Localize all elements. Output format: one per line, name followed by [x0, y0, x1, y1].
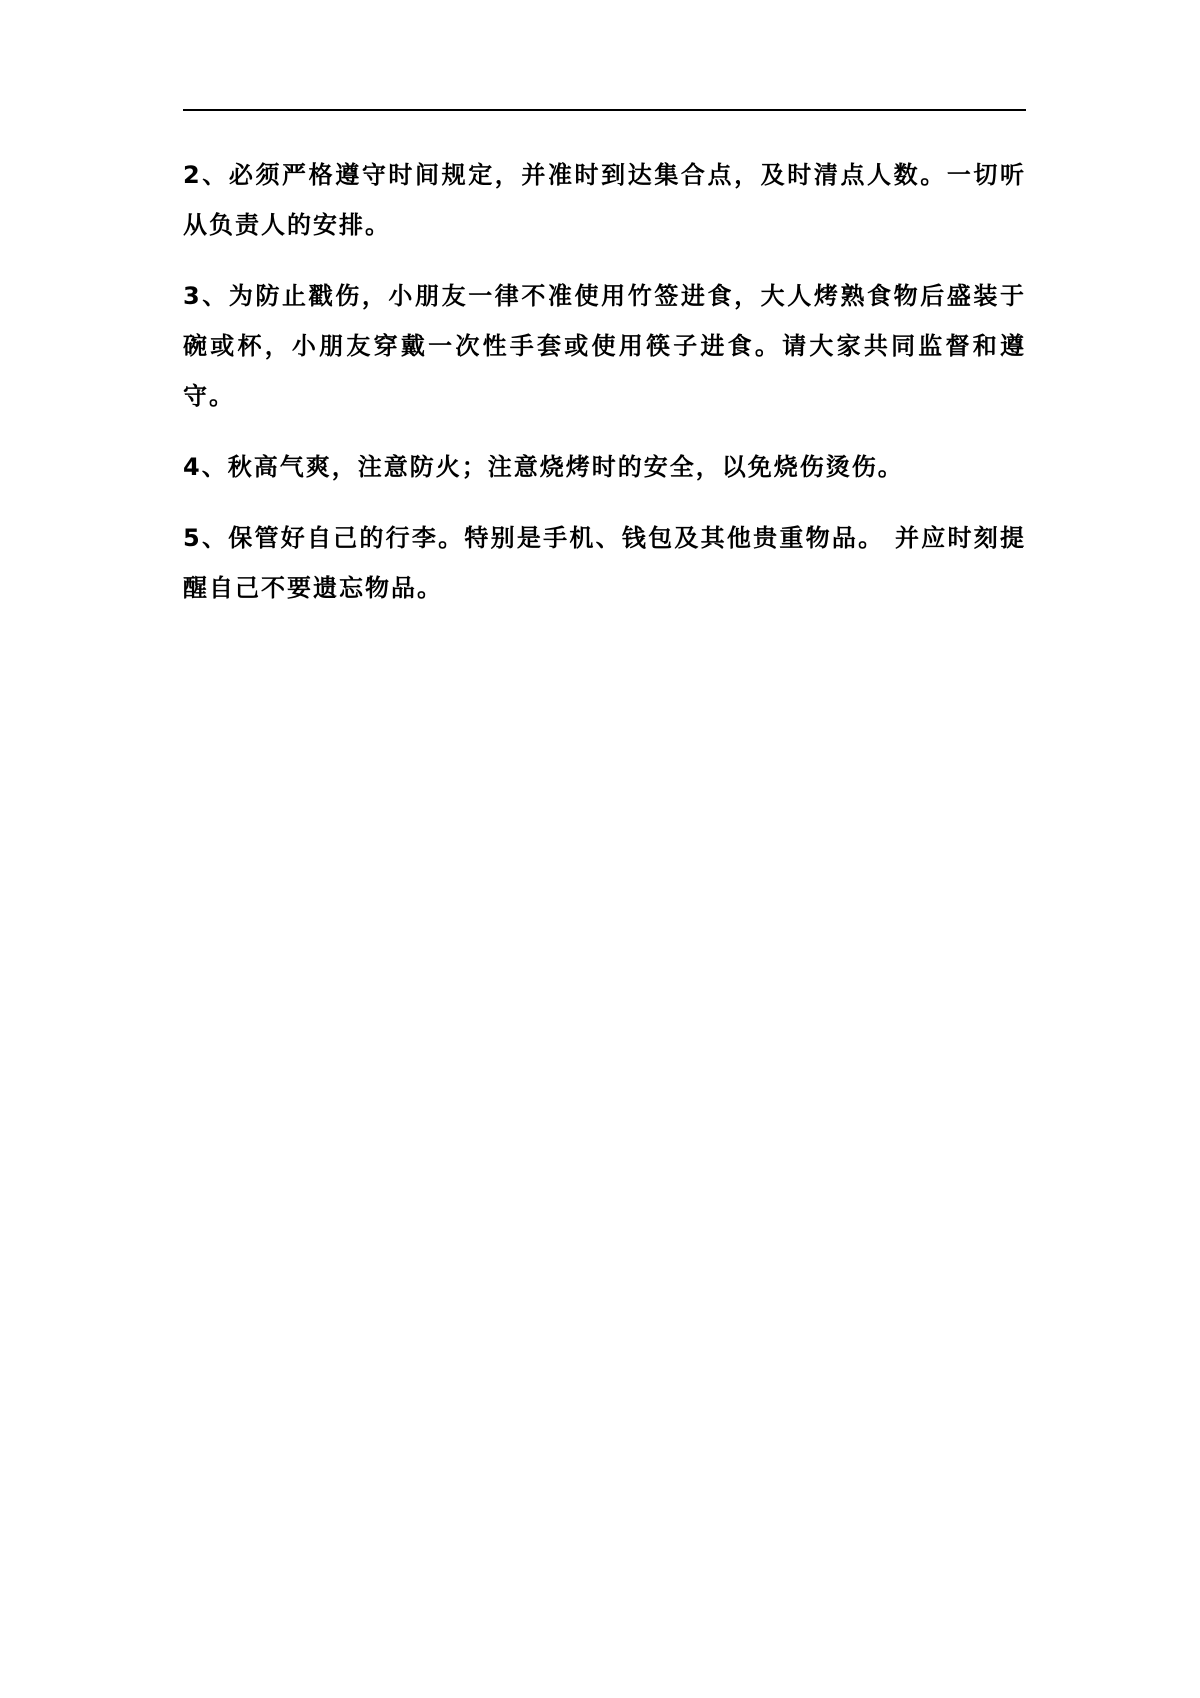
paragraph-item-2: 2、必须严格遵守时间规定，并准时到达集合点，及时清点人数。一切听从负责人的安排。 [183, 161, 1026, 239]
paragraph-item-4: 4、秋高气爽，注意防火；注意烧烤时的安全，以免烧伤烫伤。 [183, 453, 904, 481]
paragraph-item-3: 3、为防止戳伤，小朋友一律不准使用竹签进食，大人烤熟食物后盛装于碗或杯，小朋友穿戴一次性手套或使用筷子进食。请大家共同监督和遵守。 [183, 282, 1026, 410]
document-body [183, 150, 1026, 634]
header-rule [183, 109, 1026, 111]
paragraph-item-5: 5、保管好自己的行李。特别是手机、钱包及其他贵重物品。 并应时刻提醒自己不要遗忘物品。 [183, 524, 1026, 602]
